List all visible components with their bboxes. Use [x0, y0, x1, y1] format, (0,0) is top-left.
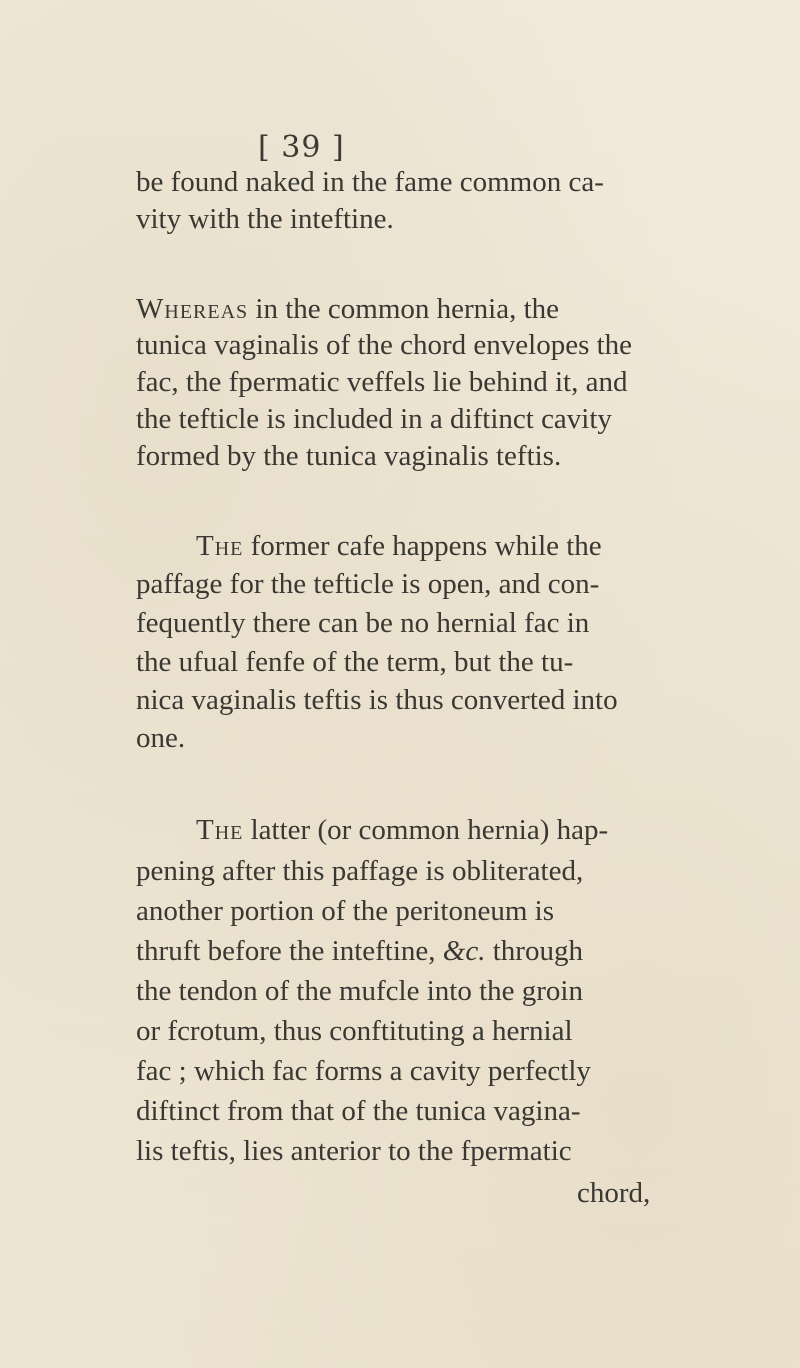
text-line: fac, the fpermatic veffels lie behind it, and [136, 366, 628, 398]
text-line: lis teftis, lies anterior to the fpermatic [136, 1135, 572, 1167]
lead-word: Whereas [136, 293, 249, 325]
text-line: formed by the tunica vaginalis teftis. [136, 440, 562, 472]
text-line: pening after this paffage is obliterated, [136, 855, 584, 887]
text-line: tunica vaginalis of the chord envelopes the [136, 329, 633, 361]
page-number: [ 39 ] [258, 130, 345, 165]
text-line: The latter (or common hernia) hap- [196, 814, 609, 846]
text-line: thruft before the inteftine, &c. through [136, 935, 583, 967]
text-line: diftinct from that of the tunica vagina- [136, 1095, 581, 1127]
text-line: the tefticle is included in a diftinct cavity [136, 403, 612, 435]
lead-word: The [196, 530, 244, 562]
text-line: or fcrotum, thus conftituting a hernial [136, 1015, 573, 1047]
text-line: fac ; which fac forms a cavity perfectly [136, 1055, 591, 1087]
text-line: vity with the inteftine. [136, 203, 394, 235]
text-line: nica vaginalis teftis is thus converted into [136, 684, 618, 716]
text-line: another portion of the peritoneum is [136, 895, 554, 927]
text-line: one. [136, 722, 186, 754]
text-line: Whereas in the common hernia, the [136, 293, 560, 325]
abbreviation: &c. [442, 935, 486, 967]
text-line: the ufual fenfe of the term, but the tu- [136, 646, 574, 678]
lead-word: The [196, 814, 244, 846]
text-line: The former cafe happens while the [196, 530, 602, 562]
text-line: be found naked in the fame common ca- [136, 166, 604, 198]
catchword: chord, [577, 1177, 651, 1209]
text-line: fequently there can be no hernial fac in [136, 607, 590, 639]
text-line: paffage for the tefticle is open, and con- [136, 568, 600, 600]
text-line: the tendon of the mufcle into the groin [136, 975, 583, 1007]
